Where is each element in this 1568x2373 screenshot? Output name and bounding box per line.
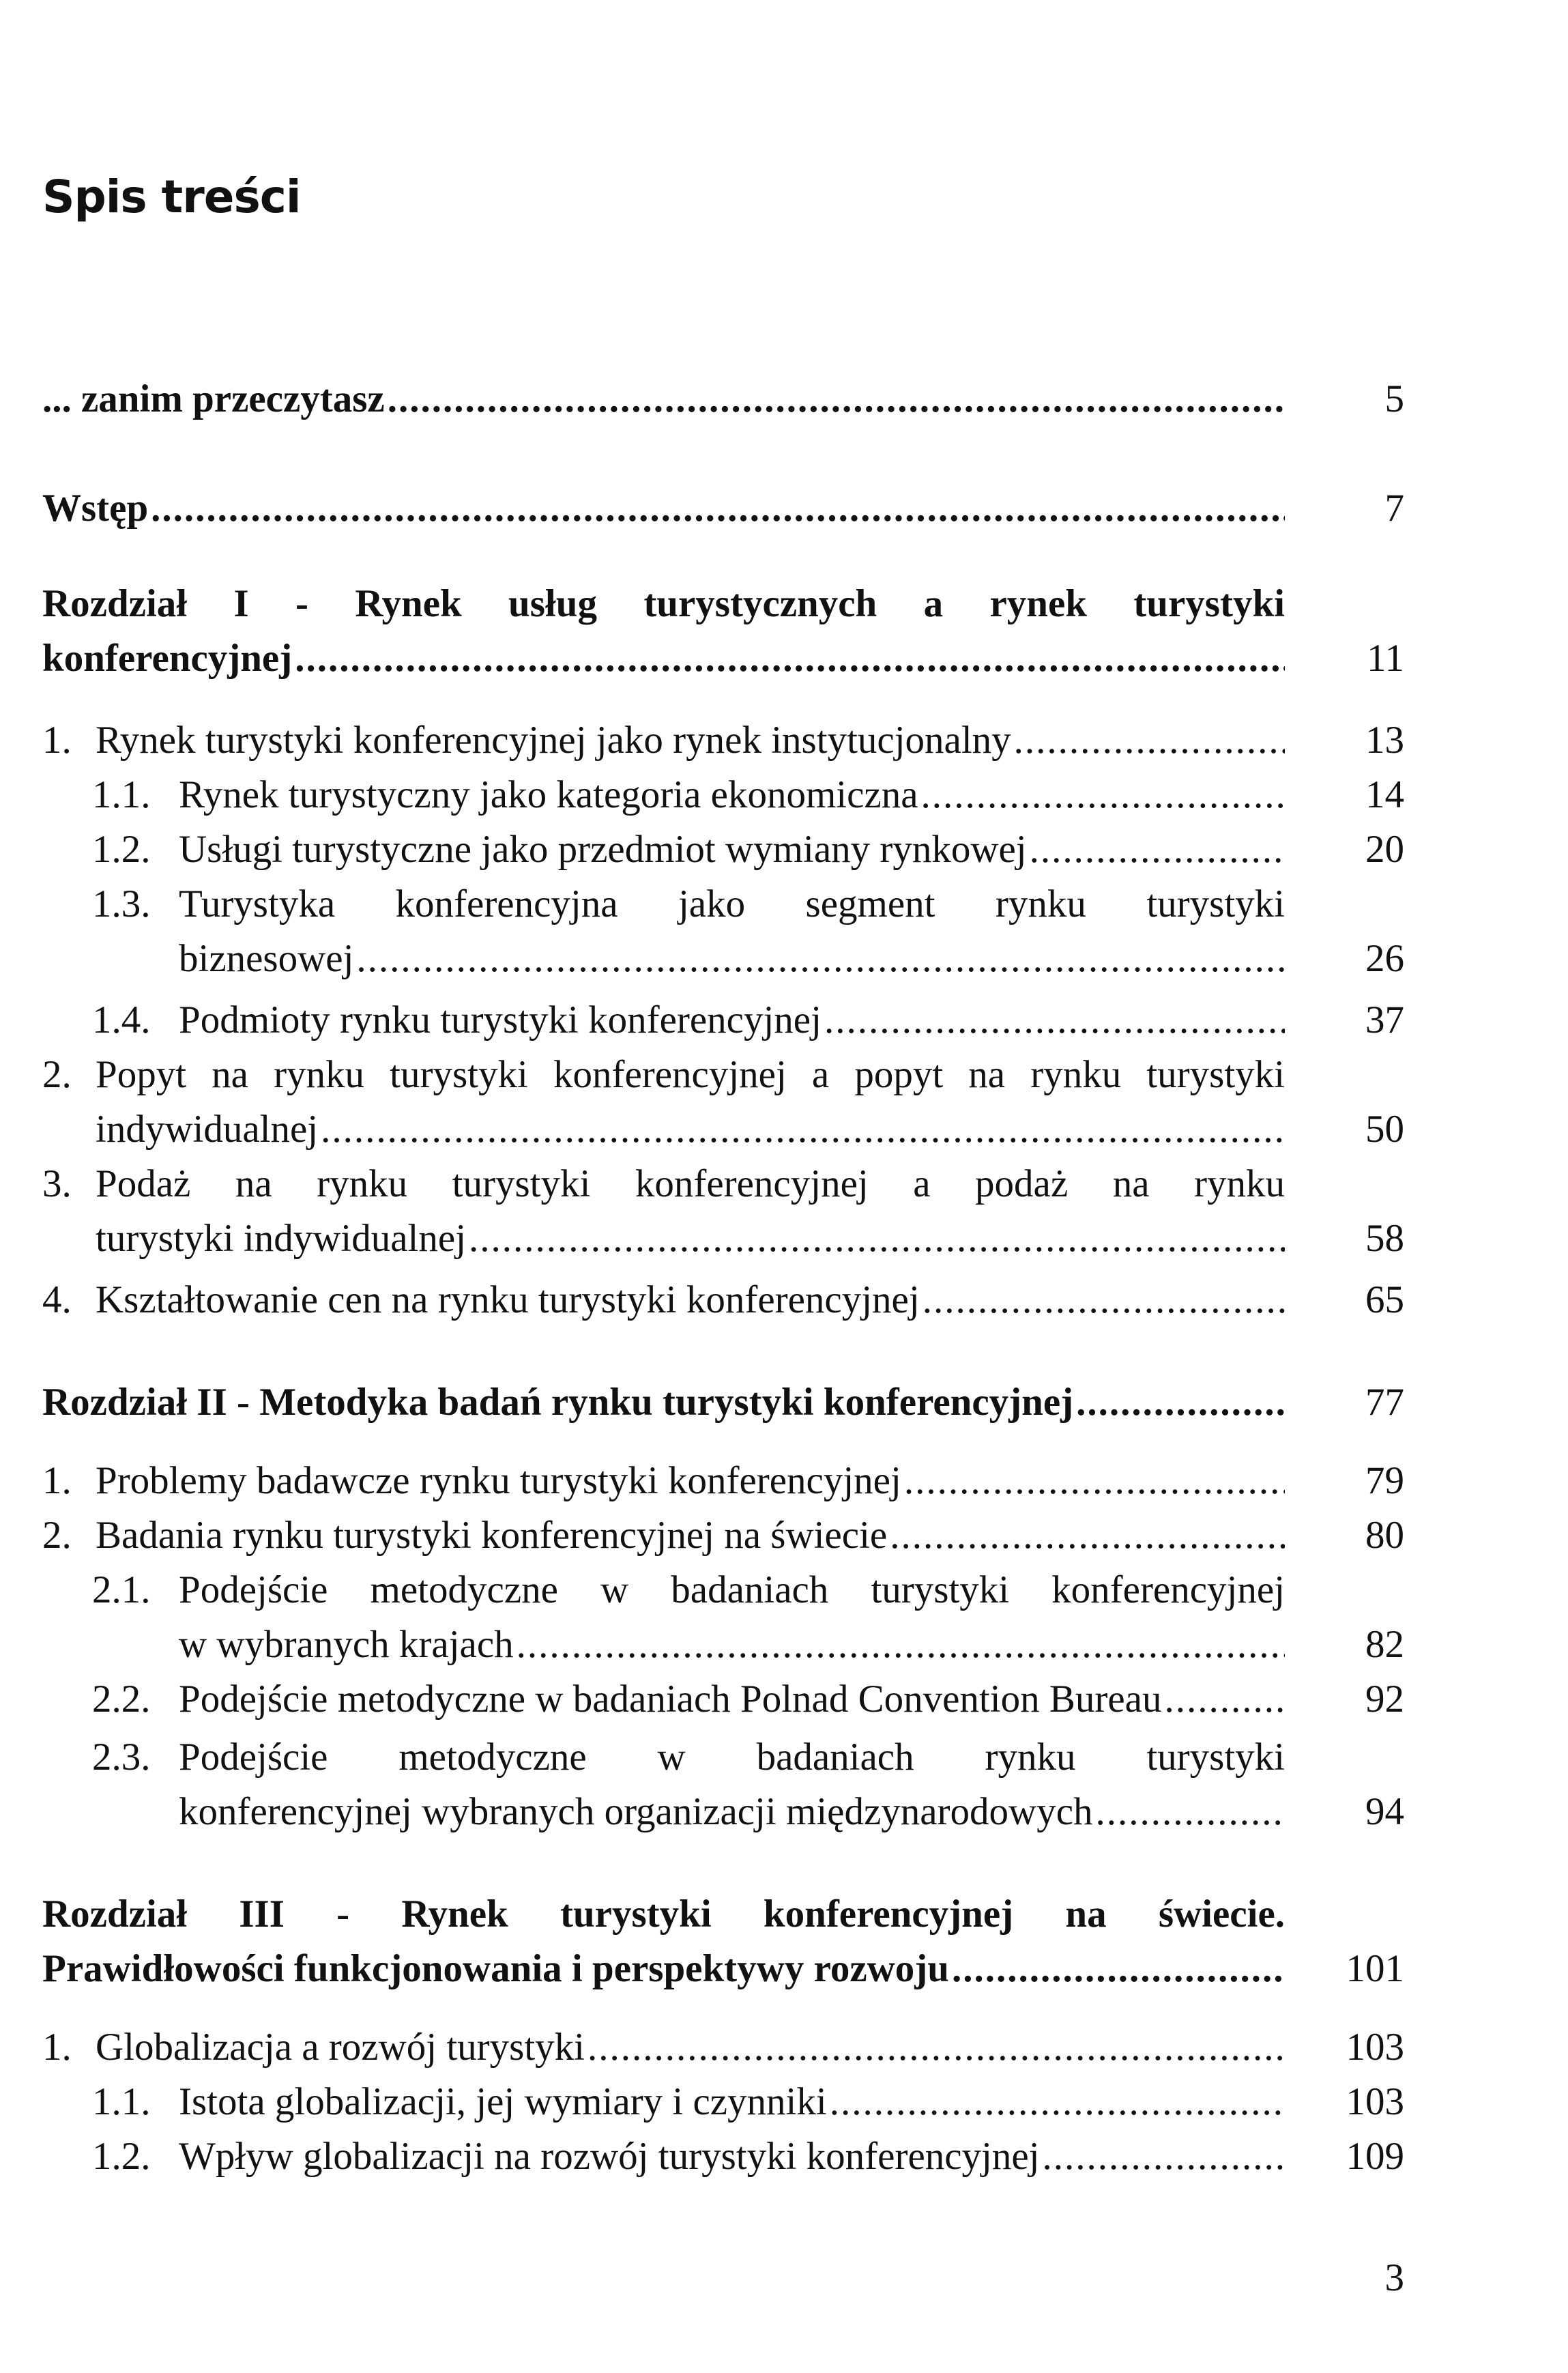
toc-entry-title: [96, 2020, 1285, 2075]
toc-entry-number: 2.1.: [92, 1568, 151, 1611]
toc-chapter: [0, 1887, 1568, 1996]
toc-entry-number: 2.3.: [92, 1736, 151, 1779]
toc-page-number: 103: [1346, 2080, 1404, 2123]
toc-entry-title: [42, 481, 1285, 536]
dot-leader: [1043, 2129, 1285, 2184]
toc-entry-title-line: Podejście metodyczne w badaniach rynku turystyki: [179, 1736, 1285, 1779]
toc-entry-title: [179, 2075, 1285, 2129]
toc-entry-title: [179, 768, 1285, 822]
toc-entry-title-text: Podmioty rynku turystyki konferencyjnej: [179, 998, 822, 1041]
toc-entry: [0, 2075, 1568, 2129]
dot-leader: [921, 768, 1285, 822]
toc-entry-title: [96, 1454, 1285, 1508]
toc-page-number: 65: [1365, 1278, 1404, 1321]
dot-leader: [587, 2020, 1285, 2075]
dot-leader: [517, 1617, 1285, 1672]
toc-entry-title: [42, 372, 1285, 427]
dot-leader: [1014, 713, 1285, 768]
toc-page-number: 94: [1365, 1790, 1404, 1833]
dot-leader: [1096, 1785, 1286, 1839]
toc-page-number: 79: [1365, 1459, 1404, 1502]
dot-leader: [923, 1273, 1285, 1327]
toc-page-number: 7: [1384, 487, 1404, 530]
dot-leader: [321, 1102, 1285, 1157]
toc-page-number: 37: [1365, 998, 1404, 1041]
toc-entry-title: [179, 1617, 1285, 1672]
toc-entry-number: 1.2.: [92, 828, 151, 871]
toc-page-number: 103: [1346, 2026, 1404, 2069]
toc-entry-title: [96, 1211, 1285, 1266]
toc-entry-title-text: Kształtowanie cen na rynku turystyki konferencyjnej: [96, 1278, 920, 1321]
toc-page-number: 92: [1365, 1678, 1404, 1721]
toc-entry-title-text: Rynek turystyczny jako kategoria ekonomiczna: [179, 773, 918, 816]
toc-entry-number: 2.: [42, 1514, 72, 1557]
toc-entry: [0, 1273, 1568, 1327]
toc-entry: [0, 2020, 1568, 2075]
toc-entry: [0, 877, 1568, 986]
dot-leader: [388, 372, 1285, 427]
toc-entry-title-line: Podejście metodyczne w badaniach turystyki konferencyjnej: [179, 1568, 1285, 1611]
toc-chapter: [0, 577, 1568, 686]
toc-entry: [0, 1454, 1568, 1508]
toc-entry-number: 1.: [42, 1459, 72, 1502]
toc-chapter: [0, 1375, 1568, 1430]
toc-entry-title-text: Istota globalizacji, jej wymiary i czynniki: [179, 2080, 827, 2123]
toc-entry-title-text: indywidualnej: [96, 1108, 319, 1151]
toc-chapter: [0, 481, 1568, 536]
toc-entry-title: [96, 1508, 1285, 1563]
toc-entry: [0, 2129, 1568, 2184]
toc-entry-number: 1.: [42, 2026, 72, 2069]
dot-leader: [1164, 1672, 1285, 1727]
toc-entry-title-text: Prawidłowości funkcjonowania i perspektywy rozwoju: [42, 1947, 949, 1990]
toc-entry-number: 3.: [42, 1162, 72, 1205]
toc-entry-title-text: ... zanim przeczytasz: [42, 377, 385, 420]
toc-entry-title-text: Globalizacja a rozwój turystyki: [96, 2026, 585, 2069]
toc-entry-title: [96, 1102, 1285, 1157]
toc-entry: [0, 768, 1568, 822]
dot-leader: [890, 1508, 1285, 1563]
dot-leader: [830, 2075, 1285, 2129]
toc-page-number: 77: [1365, 1381, 1404, 1424]
dot-leader: [1076, 1375, 1285, 1430]
toc-entry-title-text: w wybranych krajach: [179, 1623, 514, 1666]
toc-entry-number: 2.2.: [92, 1678, 151, 1721]
dot-leader: [1030, 822, 1285, 877]
toc-entry-title-text: turystyki indywidualnej: [96, 1217, 467, 1260]
toc-page-number: 58: [1365, 1217, 1404, 1260]
dot-leader: [295, 631, 1285, 686]
toc-page-number: 5: [1384, 377, 1404, 420]
toc-entry-title: [96, 713, 1285, 768]
toc-entry-number: 2.: [42, 1053, 72, 1096]
toc-entry: [0, 1157, 1568, 1266]
dot-leader: [151, 481, 1285, 536]
dot-leader: [824, 993, 1285, 1048]
toc-entry-title: [96, 1273, 1285, 1327]
toc-page-number: 80: [1365, 1514, 1404, 1557]
toc-page-number: 101: [1346, 1947, 1404, 1990]
toc-entry: [0, 993, 1568, 1048]
toc-entry-title: [42, 1375, 1285, 1430]
toc-entry-number: 1.: [42, 719, 72, 762]
toc-entry-title-text: konferencyjnej: [42, 637, 293, 680]
toc-entry-title-text: Wpływ globalizacji na rozwój turystyki konferencyjnej: [179, 2135, 1040, 2178]
toc-page-number: 50: [1365, 1108, 1404, 1151]
toc-entry-title-line: Rozdział I - Rynek usług turystycznych a rynek turystyki: [42, 582, 1285, 625]
toc-entry-title-line: Podaż na rynku turystyki konferencyjnej a podaż na rynku: [96, 1162, 1285, 1205]
toc-entry-title-line: Rozdział III - Rynek turystyki konferencyjnej na świecie.: [42, 1893, 1285, 1936]
toc-page-number: 109: [1346, 2135, 1404, 2178]
toc-entry: [0, 1730, 1568, 1839]
toc-entry-title: [179, 993, 1285, 1048]
toc-entry-title-text: konferencyjnej wybranych organizacji międzynarodowych: [179, 1790, 1093, 1833]
toc-entry-title-text: Rynek turystyki konferencyjnej jako rynek instytucjonalny: [96, 719, 1011, 762]
toc-entry-title: [179, 1672, 1285, 1727]
toc-entry-title-line: Turystyka konferencyjna jako segment rynku turystyki: [179, 882, 1285, 925]
page-title: Spis treści: [42, 171, 301, 223]
toc-page-number: 82: [1365, 1623, 1404, 1666]
toc-entry-title-text: Rozdział II - Metodyka badań rynku turystyki konferencyjnej: [42, 1381, 1074, 1424]
toc-entry-number: 4.: [42, 1278, 72, 1321]
toc-entry: [0, 1563, 1568, 1672]
toc-entry: [0, 822, 1568, 877]
toc-entry-title-text: Podejście metodyczne w badaniach Polnad Convention Bureau: [179, 1678, 1162, 1721]
toc-entry-number: 1.3.: [92, 882, 151, 925]
toc-page-number: 26: [1365, 937, 1404, 980]
toc-page-number: 14: [1365, 773, 1404, 816]
toc-entry-title: [179, 822, 1285, 877]
toc-entry: [0, 1048, 1568, 1157]
toc-entry-title-text: Badania rynku turystyki konferencyjnej na świecie: [96, 1514, 888, 1557]
toc-entry-title: [179, 2129, 1285, 2184]
toc-entry-number: 1.1.: [92, 2080, 151, 2123]
toc-entry-title-text: Usługi turystyczne jako przedmiot wymiany rynkowej: [179, 828, 1027, 871]
toc-page-number: 11: [1367, 637, 1404, 680]
dot-leader: [952, 1942, 1285, 1996]
toc-entry-title-text: Wstęp: [42, 487, 149, 530]
toc-page-number: 13: [1365, 719, 1404, 762]
dot-leader: [904, 1454, 1285, 1508]
toc-entry: [0, 1508, 1568, 1563]
page-number: 3: [1384, 2256, 1404, 2299]
toc-entry: [0, 1672, 1568, 1727]
toc-entry-title: [179, 932, 1285, 986]
toc-entry-number: 1.1.: [92, 773, 151, 816]
toc-entry: [0, 713, 1568, 768]
dot-leader: [469, 1211, 1285, 1266]
toc-entry-title: [42, 1942, 1285, 1996]
toc-chapter: [0, 372, 1568, 427]
toc-page-number: 20: [1365, 828, 1404, 871]
toc-entry-title: [42, 631, 1285, 686]
toc-entry-title: [179, 1785, 1285, 1839]
toc-entry-number: 1.4.: [92, 998, 151, 1041]
toc-entry-title-text: biznesowej: [179, 937, 354, 980]
toc-entry-title-line: Popyt na rynku turystyki konferencyjnej a popyt na rynku turystyki: [96, 1053, 1285, 1096]
toc-entry-title-text: Problemy badawcze rynku turystyki konferencyjnej: [96, 1459, 901, 1502]
toc-entry-number: 1.2.: [92, 2135, 151, 2178]
dot-leader: [356, 932, 1285, 986]
